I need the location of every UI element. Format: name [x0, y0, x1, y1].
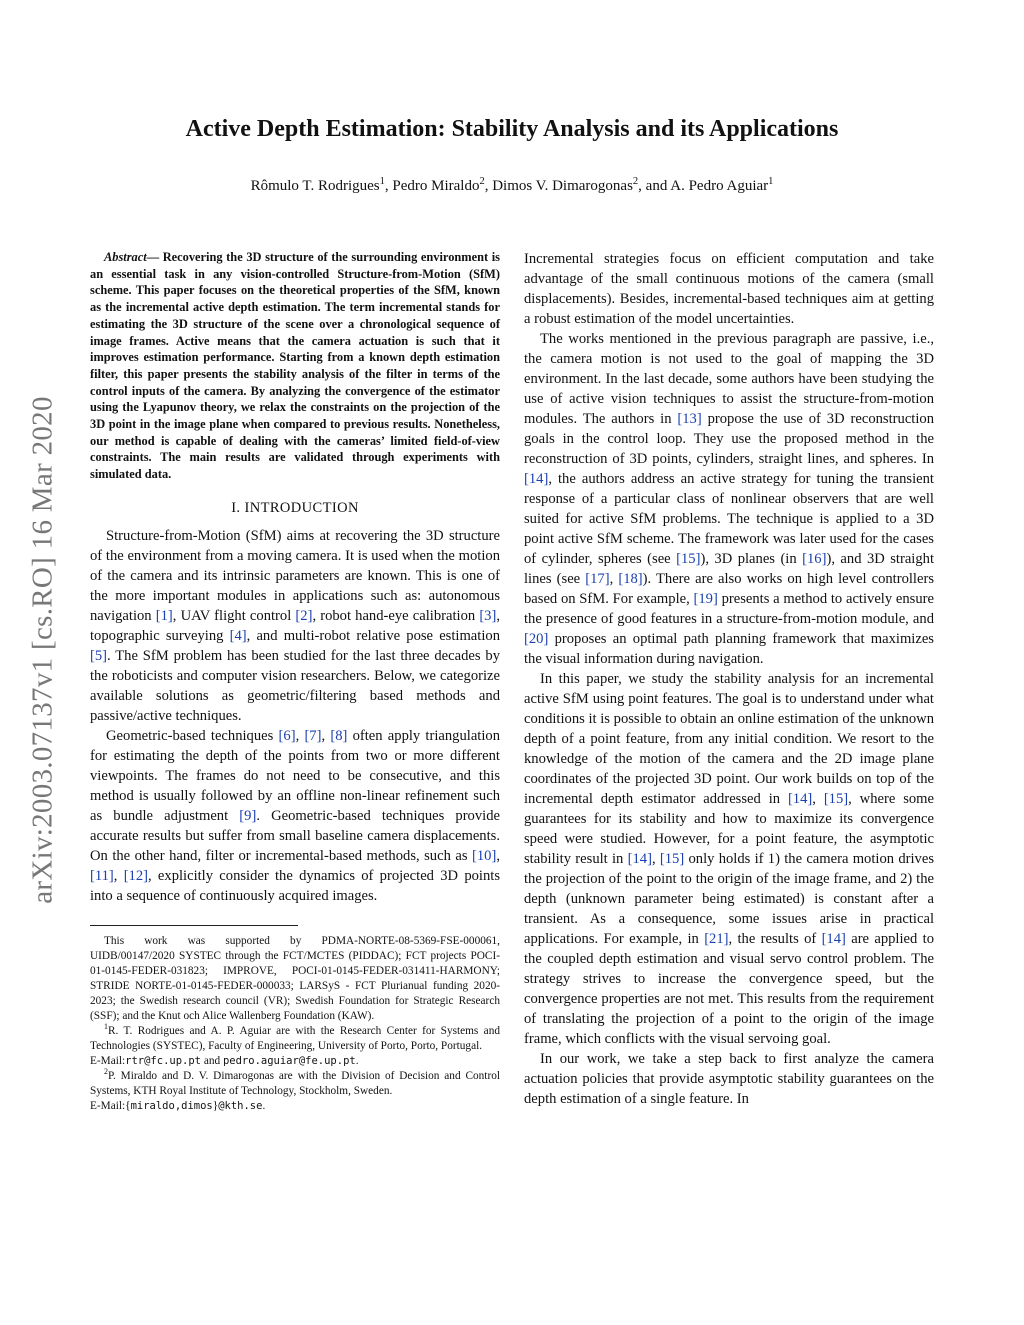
citation-link[interactable]: [3]	[479, 607, 497, 624]
footnote-affiliation-2	[90, 1069, 500, 1099]
paragraph-text: , the results of	[728, 931, 822, 947]
author-affiliation-mark: 2	[632, 176, 639, 187]
author-affiliation-mark: 1	[379, 176, 385, 187]
email-address[interactable]: rtr@fc.up.pt	[125, 1054, 201, 1067]
citation-link[interactable]: [12]	[123, 867, 149, 884]
citation-link[interactable]: [15]	[823, 791, 849, 807]
paragraph-text: only holds if 1) the camera motion drives the projection of the point to the origin of the image frame, and 2) the depth (unknown parameter being estimated) is constant after a transient. As a consequence, some issues arise in practical applications. For example, in	[524, 851, 934, 947]
paragraph-text: ), and 3D straight lines (see	[524, 551, 935, 587]
author-separator: ,	[384, 178, 393, 194]
section-heading-introduction: I. INTRODUCTION	[231, 499, 359, 516]
citation-link[interactable]: [14]	[627, 851, 652, 867]
paragraph-text: are applied to the coupled depth estimation and visual servo control problem. The strategy strives to increase the convergence speed, but the convergence properties are not met. This results from the requirement of translating the projection of a point to the origin of the image frame, which conflicts with the visual servoing goal.	[524, 931, 934, 1047]
citation-link[interactable]: [10]	[472, 847, 497, 864]
citation-link[interactable]: [16]	[802, 551, 827, 567]
author-separator: ,	[484, 178, 493, 194]
paragraph-text: , where some guarantees for its stability and how to maximize its convergence speed were studied. However, for a point feature, the asymptotic stability result in	[524, 791, 935, 867]
email-label: E-Mail:	[90, 1054, 126, 1067]
citation-link[interactable]: [13]	[677, 411, 702, 427]
paragraph-text: ,	[295, 727, 305, 744]
paragraph-text: , the authors address an active strategy for tuning the transient response of a particular class of nonlinear observers that are well suited for active SfM problems. The technique is applied to a 3D point active SfM scheme. The framework was later used for the cases of cylinder, spheres (see	[524, 471, 934, 567]
author-name: Dimos V. Dimarogonas	[492, 178, 633, 194]
email-end: .	[355, 1054, 359, 1067]
citation-link[interactable]: [6]	[278, 727, 296, 744]
email-brace-close: }	[212, 1099, 219, 1112]
paragraph-text: . The SfM problem has been studied for the last three decades by the roboticists and computer vision researchers. Below, we categorize available solutions as geometric/filtering based methods and passive/active techniques.	[90, 647, 500, 724]
paragraph-text: Structure-from-Motion (SfM) aims at recovering the 3D structure of the environment from a moving camera. It is used when the motion of the camera and its intrinsic parameters are known. This is one of the more important modules in applications such as: autonomous navigation	[90, 527, 500, 624]
footnote-mark-2: 2	[104, 1067, 108, 1077]
author-affiliation-mark: 2	[479, 176, 485, 187]
paragraph-text: The works mentioned in the previous paragraph are passive, i.e., the camera motion is not used to the goal of mapping the 3D environment. In the last decade, some authors have been studying the use of active vision techniques to assist the structure-from-motion modules. The authors in	[524, 331, 934, 427]
citation-link[interactable]: [14]	[821, 931, 846, 947]
citation-link[interactable]: [11]	[90, 867, 114, 884]
citation-link[interactable]: [14]	[787, 791, 813, 807]
body-paragraph	[524, 669, 934, 1049]
citation-link[interactable]: [17]	[585, 571, 610, 587]
author-name: A. Pedro Aguiar	[670, 178, 769, 194]
author-list	[0, 178, 1024, 195]
citation-link[interactable]: [1]	[155, 607, 173, 624]
footnote-email-1	[90, 1054, 500, 1069]
body-paragraph	[90, 726, 500, 906]
citation-link[interactable]: [5]	[90, 647, 108, 664]
citation-link[interactable]: [14]	[524, 471, 549, 487]
paragraph-text: ). There are also works on high level controllers based on SfM. For example,	[524, 571, 934, 607]
affiliation-2-text: P. Miraldo and D. V. Dimarogonas are with the Division of Decision and Control Systems, KTH Royal Institute of Technology, Stockholm, Sweden.	[90, 1069, 500, 1097]
paragraph-text: ,	[496, 847, 500, 864]
paragraph-text: ,	[609, 571, 619, 587]
citation-link[interactable]: [9]	[239, 807, 257, 824]
email-brace-open: {	[125, 1099, 131, 1112]
right-body	[524, 249, 934, 1109]
abstract-dash: —	[146, 250, 163, 264]
body-paragraph	[524, 1049, 934, 1109]
paragraph-text: , robot hand-eye calibration	[312, 607, 480, 624]
paragraph-text: often apply triangulation for estimating the depth of the points from two or more different viewpoints. The frames do not need to be consecutive, and this method is usually followed by an offline non-linear refinement such as bundle adjustment	[90, 727, 501, 824]
footnote-mark-1: 1	[104, 1022, 108, 1032]
footnote-rule	[90, 925, 298, 926]
paragraph-text: , UAV flight control	[172, 607, 296, 624]
abstract	[90, 249, 500, 483]
author-name: Rômulo T. Rodrigues	[250, 178, 380, 194]
left-column	[90, 249, 500, 1114]
email-joiner: and	[201, 1054, 223, 1067]
body-paragraph	[90, 526, 500, 726]
paragraph-text: ,	[113, 867, 124, 884]
paragraph-text: ,	[321, 727, 331, 744]
footnote-email-2	[90, 1099, 500, 1114]
left-body	[90, 526, 500, 906]
arxiv-side-stamp	[18, 350, 68, 950]
arxiv-id: arXiv:2003.07137v1 [cs.RO] 16 Mar 2020	[26, 396, 59, 904]
affiliation-1-text: R. T. Rodrigues and A. P. Aguiar are with the Research Center for Systems and Technologies (SYSTEC), Faculty of Engineering, University of Porto, Porto, Portugal.	[90, 1024, 500, 1052]
paragraph-text: ,	[812, 791, 824, 807]
citation-link[interactable]: [8]	[330, 727, 348, 744]
citation-link[interactable]: [19]	[693, 591, 718, 607]
body-paragraph	[524, 249, 934, 329]
body-paragraph	[524, 329, 934, 669]
paper-title: Active Depth Estimation: Stability Analysis and its Applications	[185, 116, 839, 142]
paragraph-text: ), 3D planes (in	[700, 551, 803, 567]
paragraph-text: , explicitly consider the dynamics of projected 3D points into a sequence of continuously acquired images.	[90, 867, 500, 904]
paragraph-text: propose the use of 3D reconstruction goals in the control loop. They use the proposed method in the reconstruction of 3D points, cylinders, straight lines, and spheres. In	[524, 411, 934, 467]
footnote-affiliation-1	[90, 1024, 500, 1054]
paragraph-text: presents a method to actively ensure the presence of good features in a structure-from-motion module, and	[524, 591, 934, 627]
email-address[interactable]: pedro.aguiar@fe.up.pt	[222, 1054, 356, 1067]
citation-link[interactable]: [18]	[618, 571, 643, 587]
paragraph-text: ,	[651, 851, 660, 867]
citation-link[interactable]: [2]	[295, 607, 313, 624]
paragraph-text: , and multi-robot relative pose estimation	[246, 627, 500, 644]
paragraph-text: . Geometric-based techniques provide accurate results but suffer from small baseline camera displacements. On the other hand, filter or incremental-based methods, such as	[90, 807, 500, 864]
abstract-text: Recovering the 3D structure of the surrounding environment is an essential task in any vision-controlled Structure-from-Motion (SfM) scheme. This paper focuses on the theoretical properties of the SfM, known as the incremental active depth estimation. The term incremental stands for estimating the 3D structure of the scene over a chronological sequence of image frames. Active means that the camera actuation is such that it improves estimation performance. Starting from a known depth estimation filter, this paper presents the stability analysis of the filter in terms of the control inputs of the camera. By analyzing the convergence of the estimator using the Lyapunov theory, we relax the constraints on the projection of the 3D point in the image plane when compared to previous results. Nonetheless, our method is capable of dealing with the cameras’ limited field-of-view constraints. The main results are validated through experiments with simulated data.	[90, 250, 500, 482]
paragraph-text: proposes an optimal path planning framework that maximizes the visual information during navigation.	[524, 631, 934, 667]
author-name: Pedro Miraldo	[392, 178, 480, 194]
email-domain[interactable]: @kth.se	[218, 1099, 263, 1112]
paragraph-text: Incremental strategies focus on efficient computation and take advantage of the small continuous motions of the camera (small displacements). Besides, incremental-based techniques aim at getting a robust estimation of the model uncertainties.	[524, 251, 934, 327]
citation-link[interactable]: [4]	[229, 627, 247, 644]
paragraph-text: , topographic surveying	[90, 607, 500, 644]
email-label: E-Mail:	[90, 1099, 126, 1112]
citation-link[interactable]: [7]	[304, 727, 322, 744]
email-address[interactable]: miraldo,dimos	[130, 1099, 213, 1112]
citation-link[interactable]: [15]	[659, 851, 685, 867]
author-separator: , and	[638, 178, 671, 194]
paragraph-text: In this paper, we study the stability analysis for an incremental active SfM using point features. The goal is to understand under what conditions it is possible to obtain an online estimation of the unknown depth of a point feature, from any initial condition. We resort to the knowledge of the motion of the camera and the 2D image plane coordinates of the projected 3D point. Our work builds on top of the incremental depth estimator addressed in	[524, 671, 934, 807]
citation-link[interactable]: [20]	[524, 631, 549, 647]
paragraph-text: In our work, we take a step back to first analyze the camera actuation policies that provide asymptotic stability guarantees on the depth estimation of a single feature. In	[524, 1051, 934, 1107]
email-end: .	[262, 1099, 266, 1112]
right-column	[524, 249, 934, 1109]
paragraph-text: Geometric-based techniques	[106, 727, 279, 744]
author-affiliation-mark: 1	[768, 176, 774, 187]
abstract-label: Abstract	[104, 250, 147, 264]
citation-link[interactable]: [21]	[704, 931, 729, 947]
citation-link[interactable]: [15]	[676, 551, 701, 567]
footnote-funding: This work was supported by PDMA-NORTE-08-5369-FSE-000061, UIDB/00147/2020 SYSTEC through the FCT/MCTES (PIDDAC); FCT projects POCI-01-0145-FEDER-031823; IMPROVE, POCI-01-0145-FEDER-031411-HARMONY; STRIDE NORTE-01-0145-FEDER-000033; LARSyS - FCT Plurianual funding 2020-2023; the Swedish research council (VR); Swedish Foundation for Strategic Research (SSF); and the Knut och Alice Wallenberg Foundation (KAW).	[90, 934, 500, 1022]
